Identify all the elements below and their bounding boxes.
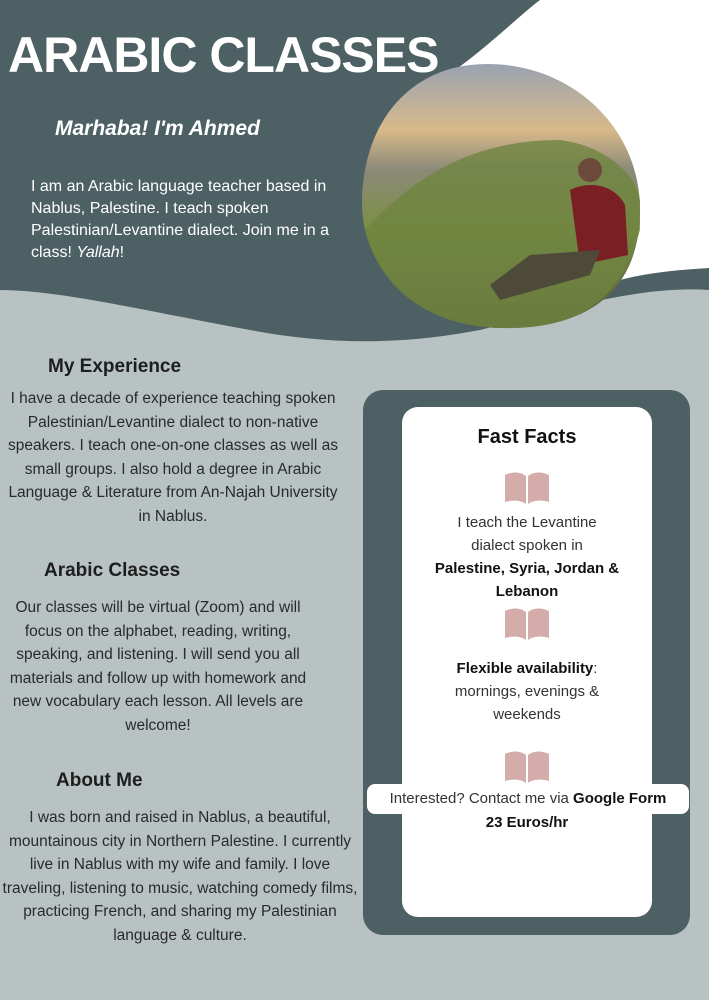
price: 23 Euros/hr — [485, 814, 569, 831]
contact-banner — [367, 784, 689, 814]
fact-availability-bold: Flexible availability — [456, 660, 594, 677]
contact-text: Interested? Contact me via — [389, 790, 574, 807]
google-form-link[interactable]: Google Form — [573, 790, 667, 807]
classes-heading: Arabic Classes — [44, 560, 181, 581]
experience-heading: My Experience — [48, 356, 182, 377]
page-title: ARABIC CLASSES — [8, 27, 439, 83]
intro-end: ! — [119, 244, 125, 261]
about-heading: About Me — [56, 770, 143, 791]
intro-text — [31, 176, 351, 264]
experience-text: I have a decade of experience teaching spoken Palestinian/Levantine dialect to non-native speakers. I teach one-on-one classes as well as small groups. I also hold a degree in Arabic Language & Literature from An-Najah University in Nablus. — [8, 390, 338, 525]
fast-facts-title: Fast Facts — [477, 426, 577, 448]
fact-countries: Palestine, Syria, Jordan & Lebanon — [434, 560, 620, 600]
fact-dialect-text: I teach the Levantine dialect spoken in — [457, 514, 597, 554]
fact-dialect — [402, 511, 652, 603]
open-book-icon — [503, 471, 551, 505]
fast-facts-card — [402, 407, 652, 917]
open-book-icon — [503, 750, 551, 784]
about-text: I was born and raised in Nablus, a beautiful, mountainous city in Northern Palestine. I currently live in Nablus with my wife and family. I love traveling, listening to music, watching comedy films, practicing French, and sharing my Palestinian language & culture. — [2, 809, 358, 944]
open-book-icon — [503, 607, 551, 641]
fact-availability-text: : mornings, evenings & weekends — [454, 660, 600, 723]
fact-availability — [402, 657, 652, 726]
intro-body: I am an Arabic language teacher based in Nablus, Palestine. I teach spoken Palestinian/Levantine dialect. Join me in a class! — [31, 178, 329, 261]
classes-text: Our classes will be virtual (Zoom) and will focus on the alphabet, reading, writing, speaking, and listening. I will send you all materials and follow up with homework and new vocabulary each lesson. All levels are welcome! — [9, 599, 307, 734]
intro-italic: Yallah — [76, 244, 120, 261]
greeting: Marhaba! I'm Ahmed — [55, 117, 260, 140]
